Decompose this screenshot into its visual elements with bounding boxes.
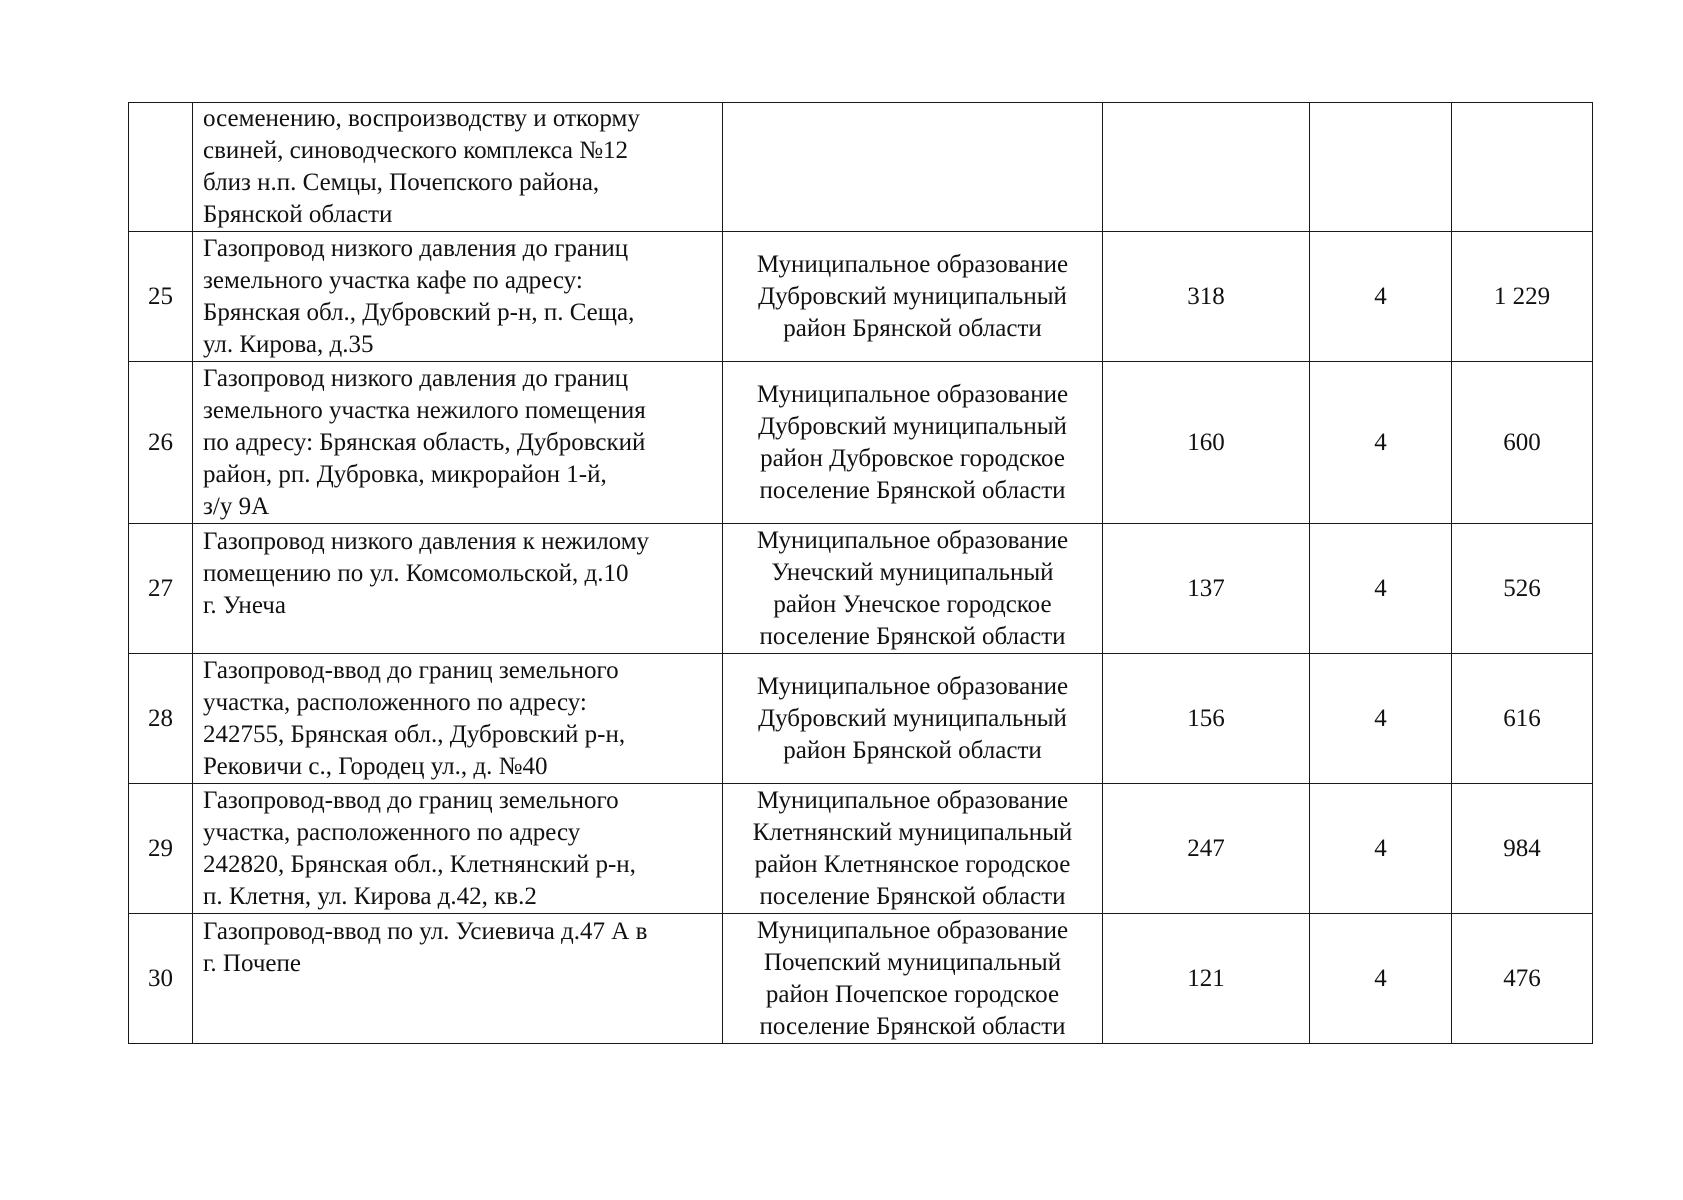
value-cell-2: 4: [1310, 914, 1452, 1044]
value-cell-3: 984: [1452, 784, 1593, 914]
value-cell-1: 156: [1103, 654, 1310, 784]
value-cell-3: 616: [1452, 654, 1593, 784]
value-cell-3: 526: [1452, 524, 1593, 654]
value-cell-2: [1310, 103, 1452, 232]
object-name-line: ул. Кирова, д.35: [203, 330, 374, 358]
object-name-line: участка, расположенного по адресу:: [203, 688, 587, 716]
row-number-cell: 29: [129, 784, 193, 914]
value-cell-1: 160: [1103, 362, 1310, 524]
municipality-line: Муниципальное образование: [756, 672, 1069, 700]
table-row: [129, 654, 1593, 784]
row-number-cell: 26: [129, 362, 193, 524]
municipality-line: Дубровский муниципальный: [758, 704, 1067, 732]
row-number-cell: 27: [129, 524, 193, 654]
municipality-cell: [723, 524, 1103, 654]
municipality-line: Клетнянский муниципальный: [752, 818, 1073, 846]
object-name-line: Брянская обл., Дубровский р-н, п. Сеща,: [203, 298, 635, 326]
object-name-line: Газопровод низкого давления до границ: [203, 364, 629, 392]
object-name-cell: [193, 914, 723, 1044]
municipality-cell: [723, 232, 1103, 362]
row-number-cell: 30: [129, 914, 193, 1044]
municipality-line: Дубровский муниципальный: [758, 412, 1067, 440]
municipality-line: район Клетнянское городское: [754, 850, 1071, 878]
object-name-line: земельного участка нежилого помещения: [203, 396, 646, 424]
table-row: [129, 784, 1593, 914]
value-cell-1: [1103, 103, 1310, 232]
object-name-line: участка, расположенного по адресу: [203, 818, 581, 846]
object-name-line: п. Клетня, ул. Кирова д.42, кв.2: [203, 882, 537, 910]
object-name-cell: [193, 362, 723, 524]
object-name-cell: [193, 784, 723, 914]
municipality-cell: [723, 362, 1103, 524]
object-name-line: Рековичи с., Городец ул., д. №40: [203, 752, 548, 780]
value-cell-2: 4: [1310, 362, 1452, 524]
value-cell-2: 4: [1310, 654, 1452, 784]
municipality-line: Муниципальное образование: [756, 786, 1069, 814]
value-cell-3: 600: [1452, 362, 1593, 524]
row-number-cell: [129, 103, 193, 232]
object-name-cell: [193, 103, 723, 232]
object-name-line: Газопровод низкого давления к нежилому: [203, 528, 650, 555]
municipality-line: район Брянской области: [783, 314, 1042, 342]
table-row: [129, 524, 1593, 654]
municipality-line: район Почепское городское: [765, 980, 1060, 1008]
object-name-line: Газопровод-ввод по ул. Усиевича д.47 А в: [203, 918, 648, 945]
municipality-cell: [723, 784, 1103, 914]
municipality-line: поселение Брянской области: [759, 1012, 1066, 1040]
municipality-cell: [723, 103, 1103, 232]
object-name-line: 242820, Брянская обл., Клетнянский р-н,: [203, 850, 636, 878]
municipality-line: район Унечское городское: [773, 590, 1052, 618]
value-cell-1: 121: [1103, 914, 1310, 1044]
object-name-line: Газопровод-ввод до границ земельного: [203, 656, 619, 684]
table-row: [129, 232, 1593, 362]
municipality-line: район Дубровское городское: [760, 444, 1065, 472]
object-name-line: Брянской области: [203, 201, 393, 228]
object-name-line: земельного участка кафе по адресу:: [203, 266, 583, 294]
value-cell-3: 1 229: [1452, 232, 1593, 362]
table-body: [129, 103, 1593, 1044]
object-name-line: по адресу: Брянская область, Дубровский: [203, 428, 646, 456]
object-name-line: близ н.п. Семцы, Почепского района,: [203, 169, 600, 196]
objects-table: [128, 102, 1593, 1044]
value-cell-2: 4: [1310, 784, 1452, 914]
municipality-cell: [723, 914, 1103, 1044]
object-name-line: г. Унеча: [203, 592, 286, 619]
municipality-line: Почепский муниципальный: [763, 948, 1062, 976]
object-name-line: Газопровод низкого давления до границ: [203, 234, 629, 262]
value-cell-1: 247: [1103, 784, 1310, 914]
municipality-line: Муниципальное образование: [756, 380, 1069, 408]
object-name-line: помещению по ул. Комсомольской, д.10: [203, 560, 629, 587]
row-number-cell: 25: [129, 232, 193, 362]
object-name-line: з/у 9А: [203, 492, 270, 520]
object-name-cell: [193, 654, 723, 784]
object-name-line: 242755, Брянская обл., Дубровский р-н,: [203, 720, 626, 748]
municipality-cell: [723, 654, 1103, 784]
value-cell-1: 137: [1103, 524, 1310, 654]
municipality-line: поселение Брянской области: [759, 882, 1066, 910]
municipality-line: Унечский муниципальный: [771, 558, 1054, 586]
municipality-line: поселение Брянской области: [759, 476, 1066, 504]
municipality-line: Дубровский муниципальный: [758, 282, 1067, 310]
municipality-line: Муниципальное образование: [756, 526, 1069, 554]
object-name-line: свиней, синоводческого комплекса №12: [203, 137, 629, 164]
value-cell-3: [1452, 103, 1593, 232]
municipality-line: Муниципальное образование: [756, 250, 1069, 278]
object-name-cell: [193, 232, 723, 362]
municipality-line: Муниципальное образование: [756, 916, 1069, 944]
municipality-line: район Брянской области: [783, 736, 1042, 764]
object-name-line: осеменению, воспроизводству и откорму: [203, 105, 640, 132]
value-cell-2: 4: [1310, 524, 1452, 654]
value-cell-3: 476: [1452, 914, 1593, 1044]
value-cell-1: 318: [1103, 232, 1310, 362]
object-name-line: район, рп. Дубровка, микрорайон 1-й,: [203, 460, 607, 488]
table-row: [129, 103, 1593, 232]
object-name-cell: [193, 524, 723, 654]
object-name-line: г. Почепе: [203, 950, 301, 977]
table-row: [129, 362, 1593, 524]
municipality-line: поселение Брянской области: [759, 622, 1066, 650]
table-row: [129, 914, 1593, 1044]
object-name-line: Газопровод-ввод до границ земельного: [203, 786, 619, 814]
value-cell-2: 4: [1310, 232, 1452, 362]
row-number-cell: 28: [129, 654, 193, 784]
